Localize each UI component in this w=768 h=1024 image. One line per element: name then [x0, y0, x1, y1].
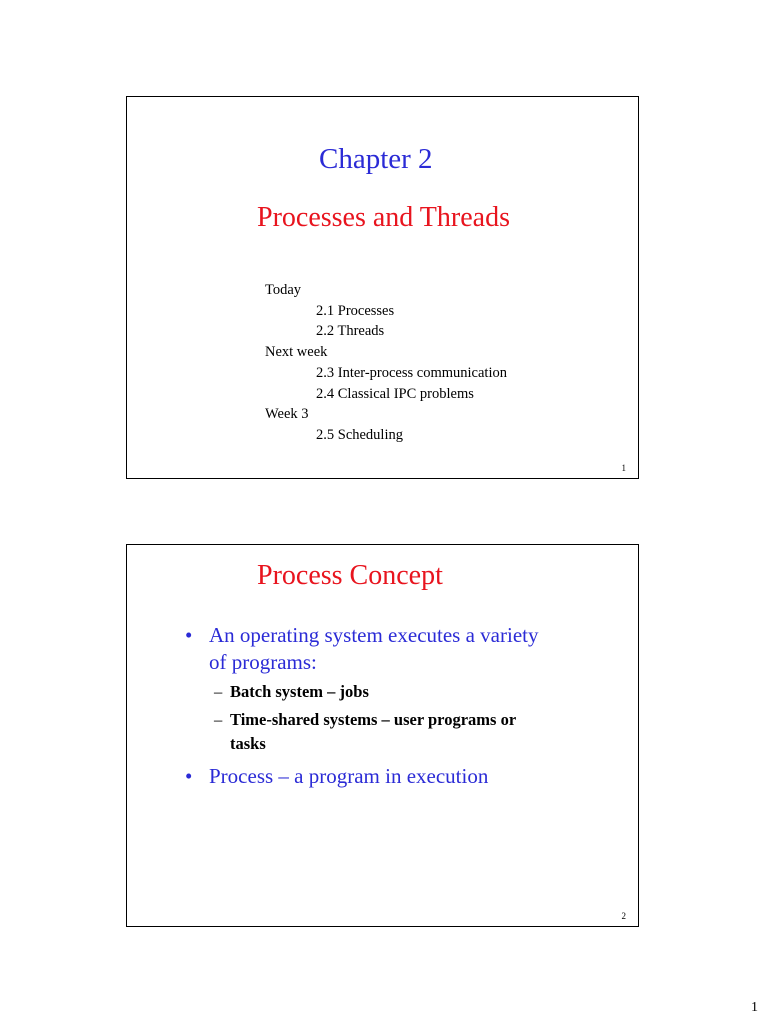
agenda-item: 2.5 Scheduling [316, 426, 403, 443]
bullet-list [185, 622, 605, 790]
slide-2 [126, 544, 639, 927]
slide-1 [126, 96, 639, 479]
bullet-item [185, 763, 605, 790]
agenda-item: Next week [265, 344, 328, 361]
agenda-item: 2.2 Threads [316, 323, 385, 340]
sub-bullet-text-line: tasks [230, 734, 266, 753]
sub-bullet-dash: – [214, 710, 223, 729]
bullet-item [185, 622, 605, 676]
sub-bullet-text: Batch system – jobs [230, 682, 369, 701]
bullet-text-line: An operating system executes a variety [209, 623, 539, 647]
sub-bullet-item [185, 708, 605, 756]
slide-2-number: 2 [621, 911, 626, 921]
chapter-heading: Chapter 2 [319, 143, 433, 175]
sub-bullet-text-line: Time-shared systems – user programs or [230, 710, 517, 729]
page-number: 1 [751, 1000, 758, 1015]
slide-2-title: Process Concept [257, 560, 443, 591]
slide-1-title: Processes and Threads [257, 202, 510, 233]
sub-bullet-dash: – [214, 682, 223, 701]
slide-1-number: 1 [621, 463, 626, 473]
sub-bullet-item [185, 680, 605, 704]
bullet-dot: • [185, 764, 193, 788]
bullet-text: Process – a program in execution [209, 764, 489, 788]
agenda-item: Today [265, 282, 302, 298]
agenda-item: 2.1 Processes [316, 302, 395, 319]
agenda-item: 2.4 Classical IPC problems [316, 385, 474, 402]
agenda-item: Week 3 [265, 406, 309, 423]
agenda-item: 2.3 Inter-process communication [316, 364, 507, 381]
bullet-text-line: of programs: [209, 650, 317, 674]
agenda-list [265, 280, 507, 446]
bullet-dot: • [185, 623, 193, 647]
